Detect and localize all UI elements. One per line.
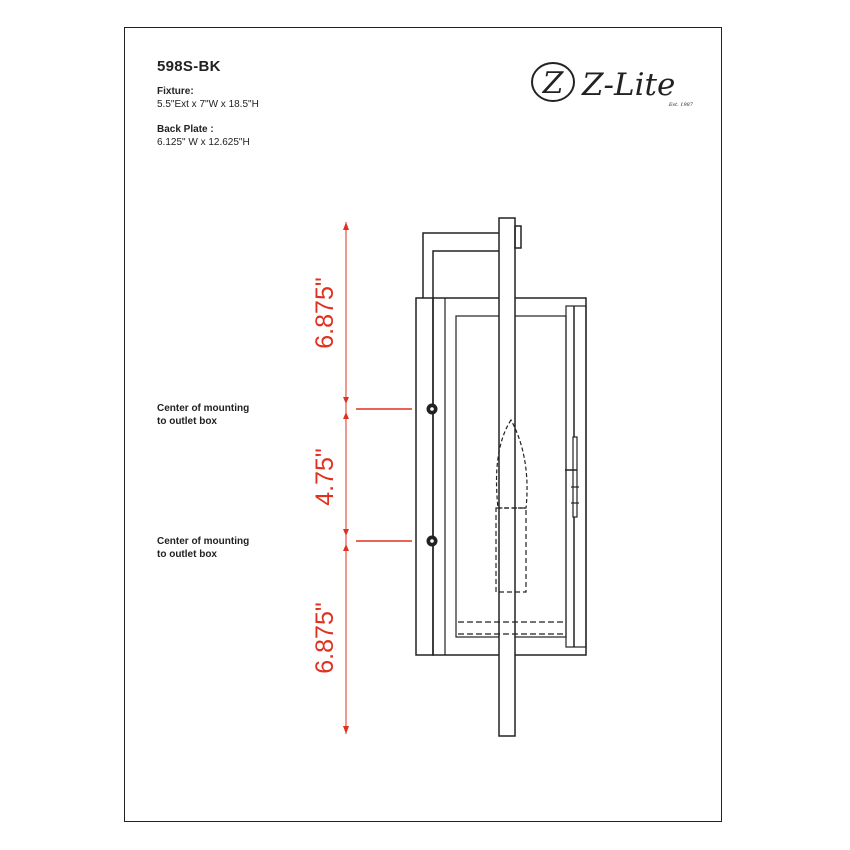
backplate-dimensions: 6.125" W x 12.625"H <box>157 137 250 148</box>
dimension-middle-label: 4.75" <box>311 448 339 506</box>
mounting-bar <box>499 218 515 736</box>
fixture-label: Fixture: <box>157 86 194 97</box>
logo-name: Z-Lite <box>582 67 676 103</box>
model-number: 598S-BK <box>157 58 221 75</box>
top-cap <box>515 226 521 248</box>
latch-bar <box>573 437 577 517</box>
mounting-note-bottom-line2: to outlet box <box>157 549 217 560</box>
mounting-note-top-line2: to outlet box <box>157 416 217 427</box>
dimension-top-label: 6.875" <box>311 277 339 349</box>
screw-bottom-center <box>430 539 434 543</box>
mounting-note-top-line1: Center of mounting <box>157 403 250 414</box>
mounting-note-bottom-line1: Center of mounting <box>157 536 250 547</box>
top-arm-outer <box>423 233 508 298</box>
arrow-top <box>343 222 349 230</box>
logo-tagline: Est. 1987 <box>668 102 693 108</box>
backplate-label: Back Plate : <box>157 124 214 135</box>
arrow-bottom <box>343 726 349 734</box>
arrow-mid2-up <box>343 529 349 536</box>
zlite-logo <box>532 63 694 108</box>
arrow-mid2-down <box>343 544 349 551</box>
logo-mark: Z <box>542 66 564 101</box>
back-plate <box>416 298 433 655</box>
dimension-lines <box>343 222 412 734</box>
mounting-screws <box>427 404 437 546</box>
arrow-mid1-down <box>343 412 349 419</box>
dimension-bottom-label: 6.875" <box>311 602 339 674</box>
screw-top-center <box>430 407 434 411</box>
arrow-mid1-up <box>343 397 349 404</box>
top-arm-inner <box>433 251 500 298</box>
fixture-outline <box>416 218 586 736</box>
fixture-dimensions: 5.5"Ext x 7"W x 18.5"H <box>157 99 259 110</box>
